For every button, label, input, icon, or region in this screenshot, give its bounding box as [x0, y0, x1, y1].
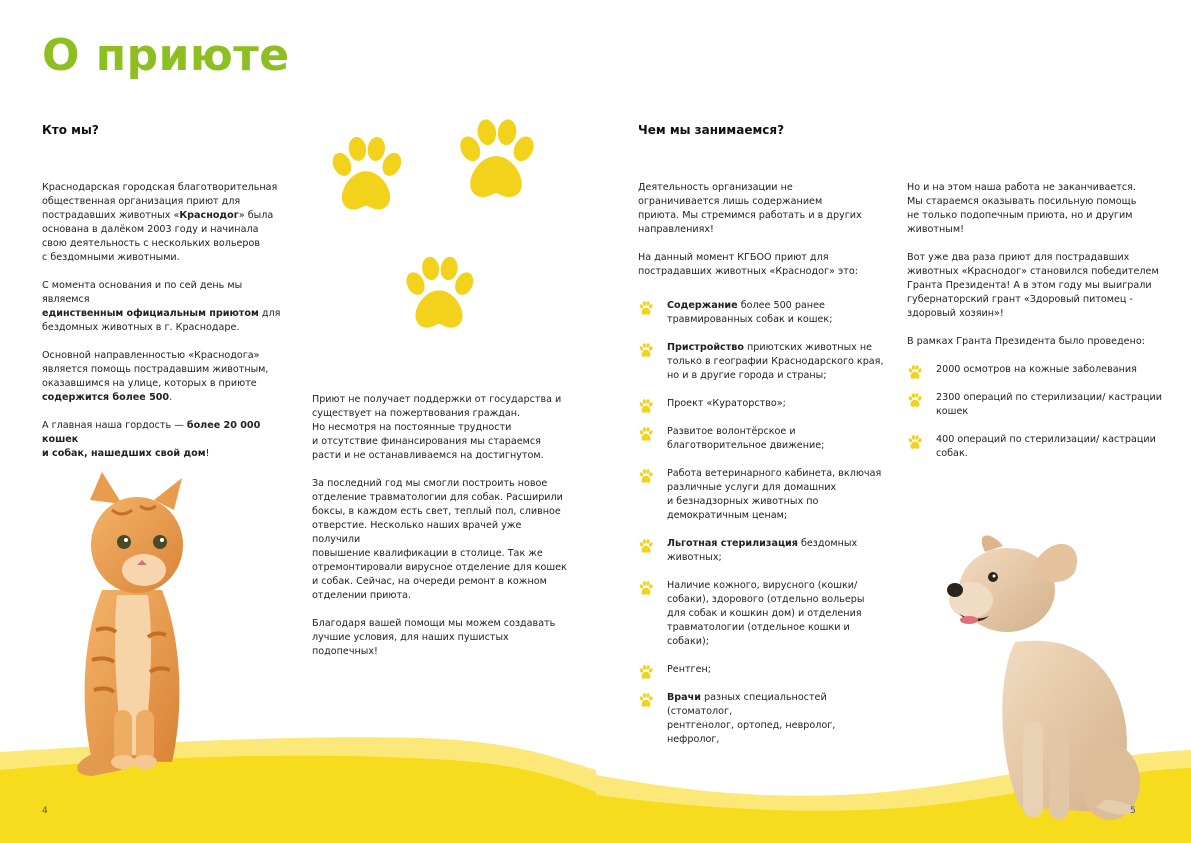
page-number-right: 5	[1130, 806, 1136, 816]
activities-list	[638, 299, 888, 747]
grant-result-item: 2000 осмотров на кожные заболевания	[907, 363, 1167, 377]
paw-bullet-icon	[907, 392, 923, 408]
paw-print-icon	[323, 130, 409, 216]
grant-lead: В рамках Гранта Президента было проведено:	[907, 336, 1145, 347]
activity-item: Проект «Кураторство»;	[638, 397, 888, 411]
paw-bullet-icon	[638, 664, 654, 680]
funding-paragraph: Приют не получает поддержки от государства и существует на пожертвования граждан. Но несмотря на постоянные трудности и отсутствие финансирования мы стараемся расти и не останавливаемся на достигнутом.	[312, 394, 562, 461]
activities-lead: На данный момент КГБОО приют для пострадавших животных «Краснодог» это:	[638, 252, 858, 277]
activities-heading: Чем мы занимаемся?	[638, 123, 785, 137]
page-title: О приюте	[42, 30, 290, 81]
pride-paragraph: А главная наша гордость — более 20 000 кошек и собак, нашедших свой дом!	[42, 420, 261, 459]
activity-item: Пристройство приютских животных не только в географии Краснодарского края, но и в другие города и страны;	[638, 341, 888, 383]
work-paragraph: Но и на этом наша работа не заканчивается. Мы стараемся оказывать посильную помощь не только подопечным приюта, но и другим животным!	[907, 182, 1137, 235]
paw-print-icon	[397, 250, 481, 334]
who-heading: Кто мы?	[42, 123, 99, 137]
grant-paragraph: Вот уже два раза приют для пострадавших животных «Краснодог» становился победителем Гранта Президента! А в этом году мы выиграли губернаторский грант «Здоровый питомец - здоровый хозяин»!	[907, 252, 1159, 319]
grant-result-item: 2300 операций по стерилизации/ кастрации кошек	[907, 391, 1167, 419]
intro-paragraph: Краснодарская городская благотворительная общественная организация приют для пострадавших животных «Краснодог» была основана в далёком 2003 году и начинала свою деятельность с нескольких вольеров с бездомными животными.	[42, 182, 278, 263]
paw-bullet-icon	[638, 580, 654, 596]
grant-column	[907, 181, 1167, 475]
activity-item: Льготная стерилизация бездомных животных;	[638, 537, 888, 565]
activities-intro: Деятельность организации не ограничивается лишь содержанием приюта. Мы стремимся работать и в других направлениях!	[638, 182, 862, 235]
dog-illustration	[945, 532, 1145, 827]
direction-paragraph: Основной направленностью «Краснодога» является помощь пострадавшим животным, оказавшимся на улице, которых в приюте содержится более 500.	[42, 350, 269, 403]
activity-item: Наличие кожного, вирусного (кошки/ собаки), здорового (отдельно вольеры для собак и кошкин дом) и отделения травматологии (отдельное кошки и собаки);	[638, 579, 888, 649]
paw-bullet-icon	[638, 538, 654, 554]
paw-bullet-icon	[638, 342, 654, 358]
activity-item: Работа ветеринарного кабинета, включая различные услуги для домашних и безнадзорных животных по демократичным ценам;	[638, 467, 888, 523]
page-number-left: 4	[42, 806, 48, 816]
middle-text-column	[312, 393, 567, 673]
activity-item: Развитое волонтёрское и благотворительное движение;	[638, 425, 888, 453]
kitten-illustration	[62, 470, 202, 780]
achievements-paragraph: За последний год мы смогли построить новое отделение травматологии для собак. Расширили боксы, в каждом есть свет, теплый пол, сливное отверстие. Несколько наших врачей уже получили повышение квалификации в столице. Так же отремонтировали вирусное отделение для кошек и собак. Сейчас, на очереди ремонт в кожном отделении приюта.	[312, 478, 567, 601]
paw-bullet-icon	[907, 364, 923, 380]
grant-result-item: 400 операций по стерилизации/ кастрации собак.	[907, 433, 1167, 461]
activities-column	[638, 181, 888, 761]
paw-bullet-icon	[638, 468, 654, 484]
left-text-column	[42, 181, 292, 475]
activity-item: Содержание более 500 ранее травмированных собак и кошек;	[638, 299, 888, 327]
paw-bullet-icon	[638, 426, 654, 442]
paw-print-icon	[450, 112, 542, 204]
paw-bullet-icon	[638, 692, 654, 708]
thanks-paragraph: Благодаря вашей помощи мы можем создавать лучшие условия, для наших пушистых подопечных!	[312, 618, 556, 657]
paw-bullet-icon	[907, 434, 923, 450]
founding-paragraph: С момента основания и по сей день мы являемся единственным официальным приютом для бездомных животных в г. Краснодаре.	[42, 280, 281, 333]
activity-item: Врачи разных специальностей (стоматолог, рентгенолог, ортопед, невролог, нефролог,	[638, 691, 888, 747]
activity-item: Рентген;	[638, 663, 888, 677]
grant-results-list	[907, 363, 1167, 461]
paw-bullet-icon	[638, 398, 654, 414]
paw-bullet-icon	[638, 300, 654, 316]
